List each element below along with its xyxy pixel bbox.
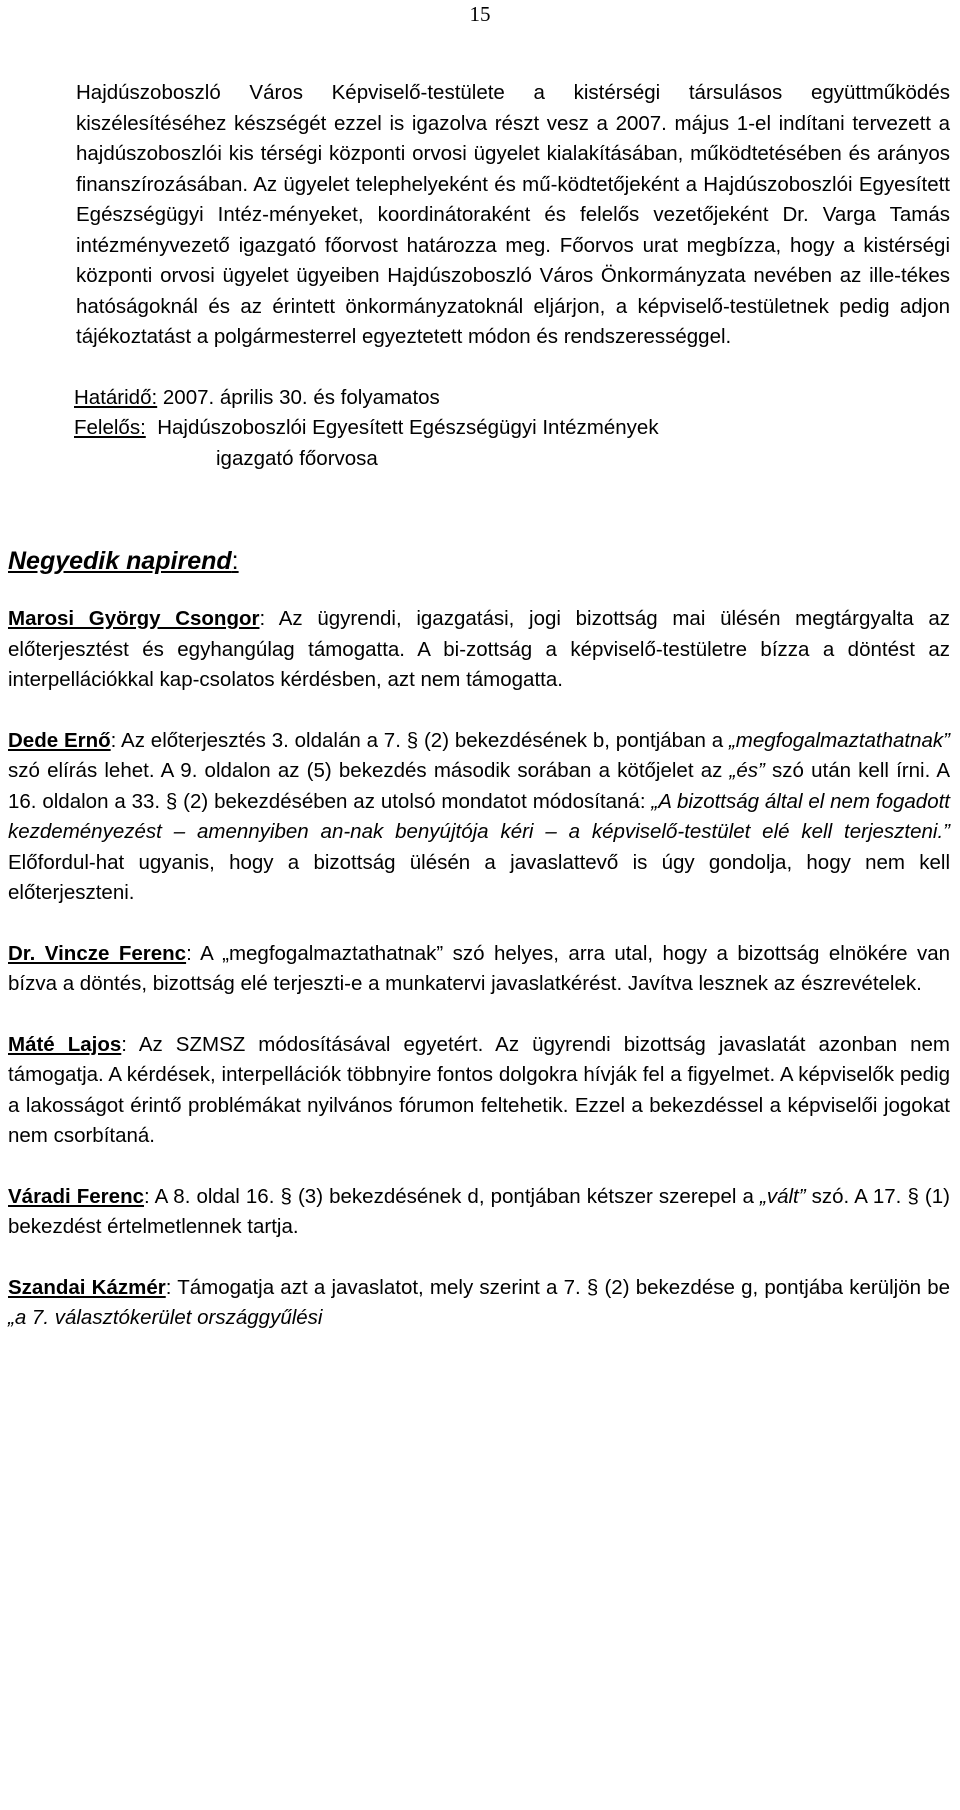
speech-text: : Az ügyrendi, igazgatási, jogi bizottság mai ülésén megtárgyalta az előterjesztést és egyhangúlag támogatta. A bi-zottság a képviselő-testületre bízza a döntést az interpellációkkal kap-csolatos kérdésben, azt nem támogatta.: [8, 607, 950, 691]
quoted-word: „vált”: [760, 1184, 806, 1208]
speech-text: szó után kell írni. A 16. oldalon a 33. § (2) bekezdésében az utolsó mondatot módosítaná:: [8, 759, 950, 813]
speech-varadi: [8, 1182, 950, 1243]
speaker-name: Dede Ernő: [8, 728, 111, 752]
speech-vincze: [8, 939, 950, 1000]
speech-szandai: [8, 1273, 950, 1334]
deadline-line: [74, 383, 950, 414]
speaker-name: Marosi György Csongor: [8, 607, 260, 630]
deadline-label: Határidő:: [74, 385, 158, 409]
section-heading: Negyedik napirend:: [8, 547, 239, 575]
page-number: 15: [469, 2, 491, 26]
speech-text: Előfordul-hat ugyanis, hogy a bizottság ülésén a javaslattevő is úgy gondolja, hogy nem kell előterjeszteni.: [8, 850, 950, 904]
speech-text: : Támogatja azt a javaslatot, mely szerint a 7. § (2) bekezdése g, pontjába kerüljön be: [165, 1275, 950, 1299]
responsible-line: [74, 413, 950, 444]
speech-text: : Az SZMSZ módosításával egyetért. Az ügyrendi bizottság javaslatát azonban nem támogatja. A kérdések, interpellációk többnyire fontos dolgokra hívják fel a figyelmet. A képviselők pedig a lakosságot érintő problémákat nyilvános fórumon feltehetik. Ezzel a bekezdéssel a képviselői jogokat nem csorbítaná.: [8, 1032, 950, 1147]
quoted-phrase: „a 7. választókerület országgyűlési: [8, 1306, 323, 1329]
speaker-name: Dr. Vincze Ferenc: [8, 941, 187, 965]
quoted-word: „megfogalmaztathatnak”: [728, 728, 950, 752]
speech-text: : Az előterjesztés 3. oldalán a 7. § (2) bekezdésének b, pontjában a: [110, 728, 729, 752]
deadline-value: 2007. április 30. és folyamatos: [162, 385, 440, 409]
speech-dede: [8, 726, 950, 909]
document-body: [8, 78, 950, 1334]
responsible-value-cont: igazgató főorvosa: [216, 446, 378, 470]
speech-text: szó. A 17. § (1) bekezdést értelmetlennek tartja.: [8, 1184, 950, 1238]
speaker-name: Váradi Ferenc: [8, 1184, 144, 1208]
speech-text: : A „megfogalmaztathatnak” szó helyes, arra utal, hogy a bizottság elnökére van bízva a döntés, bizottság elé terjeszti-e a munkatervi javaslatkérést. Javítva lesznek az észrevételek.: [8, 941, 950, 995]
speech-text: : A 8. oldal 16. § (3) bekezdésének d, pontjában kétszer szerepel a: [144, 1184, 760, 1208]
speaker-name: Szandai Kázmér: [8, 1275, 166, 1299]
quoted-word: „és”: [729, 759, 765, 782]
responsible-value: Hajdúszoboszlói Egyesített Egészségügyi Intézmények: [157, 416, 659, 439]
speech-mate: [8, 1030, 950, 1152]
speech-text: szó elírás lehet. A 9. oldalon az (5) bekezdés második sorában a kötőjelet az: [8, 759, 730, 782]
resolution-paragraph: Hajdúszoboszló Város Képviselő-testülete a kistérségi társulásos együttműködés kiszélesítéséhez készségét ezzel is igazolva részt vesz a 2007. május 1-el indítani tervezett a hajdúszoboszlói kis térségi központi orvosi ügyelet kialakításában, működtetésében és arányos finanszírozásában. Az ügyelet telephelyeként és mű-ködtetőjeként a Hajdúszoboszlói Egyesített Egészségügyi Intéz-ményeket, koordinátoraként és felelős vezetőjeként Dr. Varga Tamás intézményvezető igazgató főorvost határozza meg. Főorvos urat megbízza, hogy a kistérségi központi orvosi ügyelet ügyeiben Hajdúszoboszló Város Önkormányzata nevében az ille-tékes hatóságoknál és az érintett önkormányzatoknál eljárjon, a képviselő-testületnek pedig adjon tájékoztatást a polgármesterrel egyeztetett módon és rendszerességgel.: [76, 81, 950, 348]
speech-marosi: [8, 604, 950, 696]
quoted-sentence: „A bizottság által el nem fogadott kezdeményezést – amennyiben an-nak benyújtója kéri – a képviselő-testület elé kell terjeszteni.”: [8, 789, 950, 843]
responsible-label: Felelős:: [74, 416, 146, 439]
speaker-name: Máté Lajos: [8, 1032, 122, 1056]
